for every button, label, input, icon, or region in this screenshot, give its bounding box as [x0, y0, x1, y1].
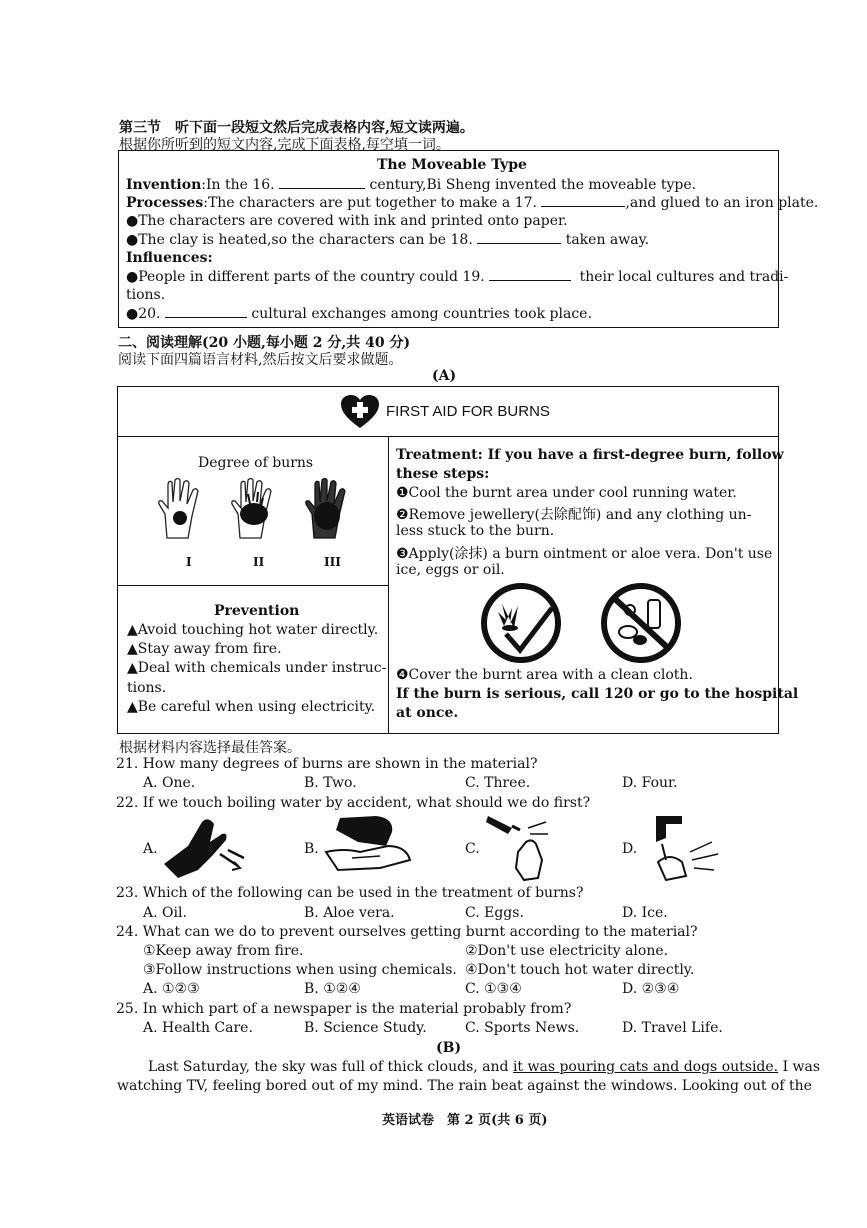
q24-option-d[interactable]: D. ②③④ [622, 981, 680, 997]
q22-option-b[interactable]: B. [304, 841, 319, 857]
treatment-step-2: ❷Remove jewellery(去除配饰) and any clothing un- [396, 507, 752, 523]
q25-stem: 25. In which part of a newspaper is the material probably from? [116, 1001, 572, 1017]
degree-title: Degree of burns [198, 455, 314, 471]
prevention-item-3-cont: tions. [127, 680, 167, 696]
prevention-item-4: ▲Be careful when using electricity. [127, 699, 376, 715]
process-ink: ●The characters are covered with ink and printed onto paper. [126, 213, 568, 229]
q21-stem: 21. How many degrees of burns are shown in the material? [116, 756, 538, 772]
section3-instruction: 根据你所听到的短文内容,完成下面表格,每空填一词。 [119, 137, 450, 153]
section-b-label: (B) [436, 1040, 462, 1056]
prevention-divider [118, 585, 388, 586]
burn-degree-1-hand-icon [155, 476, 205, 544]
prevention-title: Prevention [214, 603, 300, 619]
blank-17[interactable] [541, 194, 625, 207]
q24-option-c[interactable]: C. ①③④ [465, 981, 522, 997]
first-aid-header-divider [118, 436, 778, 437]
blank-20[interactable] [165, 305, 247, 318]
ointment-tube-icon [484, 812, 552, 888]
first-aid-column-divider [388, 436, 389, 733]
q22-option-a[interactable]: A. [143, 841, 158, 857]
aloe-check-icon [476, 582, 566, 668]
q21-option-d[interactable]: D. Four. [622, 775, 678, 791]
no-ice-eggs-oil-icon [596, 582, 686, 668]
q24-item-3: ③Follow instructions when using chemicals. [143, 962, 457, 978]
degree-label-3: III [324, 555, 341, 569]
q25-option-c[interactable]: C. Sports News. [465, 1020, 580, 1036]
q24-option-a[interactable]: A. ①②③ [143, 981, 200, 997]
table-heading: The Moveable Type [377, 157, 527, 173]
burn-degree-2-hand-icon [228, 474, 280, 544]
treatment-step-1: ❶Cool the burnt area under cool running water. [396, 485, 737, 501]
blank-19[interactable] [489, 268, 571, 281]
q22-option-c[interactable]: C. [465, 841, 480, 857]
q23-option-d[interactable]: D. Ice. [622, 905, 668, 921]
q21-option-c[interactable]: C. Three. [465, 775, 531, 791]
serious-note: If the burn is serious, call 120 or go to the hospital [396, 686, 799, 702]
hand-cooling-icon [158, 812, 248, 886]
influences-label: Influences: [126, 250, 213, 266]
section3-title: 第三节 听下面一段短文然后完成表格内容,短文读两遍。 [119, 120, 474, 136]
blank-18[interactable] [477, 231, 561, 244]
part2-instruction: 阅读下面四篇语言材料,然后按文后要求做题。 [118, 352, 403, 368]
influence-2: ●20. cultural exchanges among countries took place. [126, 306, 592, 322]
prevention-item-2: ▲Stay away from fire. [127, 641, 282, 657]
faucet-water-icon [642, 812, 724, 886]
prevention-item-3: ▲Deal with chemicals under instruc- [127, 660, 387, 676]
hands-washing-icon [322, 812, 414, 884]
idiom-underlined: it was pouring cats and dogs outside. [512, 1059, 779, 1075]
q25-option-b[interactable]: B. Science Study. [304, 1020, 427, 1036]
influence-1-cont: tions. [126, 287, 166, 303]
page-footer: 英语试卷 第 2 页(共 6 页) [382, 1113, 548, 1128]
treatment-heading-cont: these steps: [396, 466, 490, 482]
burn-degree-3-hand-icon [302, 474, 354, 544]
q25-option-a[interactable]: A. Health Care. [143, 1020, 253, 1036]
q24-stem: 24. What can we do to prevent ourselves getting burnt according to the material? [116, 924, 698, 940]
q23-stem: 23. Which of the following can be used in the treatment of burns? [116, 885, 584, 901]
q24-option-b[interactable]: B. ①②④ [304, 981, 361, 997]
section-b-line-2: watching TV, feeling bored out of my mind. The rain beat against the windows. Looking out of the [117, 1078, 812, 1094]
heart-cross-icon [340, 394, 380, 434]
q21-option-b[interactable]: B. Two. [304, 775, 357, 791]
invention-row: Invention:In the 16. century,Bi Sheng invented the moveable type. [126, 177, 697, 193]
influence-1: ●People in different parts of the country could 19. their local cultures and tradi- [126, 269, 789, 285]
processes-row: Processes:The characters are put together to make a 17. ,and glued to an iron plate. [126, 195, 819, 211]
treatment-heading: Treatment: If you have a first-degree burn, follow [396, 447, 784, 463]
treatment-step-2-cont: less stuck to the burn. [396, 523, 555, 539]
q22-stem: 22. If we touch boiling water by accident, what should we do first? [116, 795, 591, 811]
q24-item-4: ④Don't touch hot water directly. [465, 962, 695, 978]
q24-item-1: ①Keep away from fire. [143, 943, 304, 959]
section-a-label: (A) [432, 368, 457, 384]
q22-option-d[interactable]: D. [622, 841, 638, 857]
q21-option-a[interactable]: A. One. [143, 775, 196, 791]
blank-16[interactable] [279, 176, 365, 189]
prevention-item-1: ▲Avoid touching hot water directly. [127, 622, 379, 638]
treatment-step-3: ❸Apply(涂抹) a burn ointment or aloe vera. Don't use [396, 546, 773, 562]
process-clay: ●The clay is heated,so the characters can be 18. taken away. [126, 232, 650, 248]
degree-label-2: II [253, 555, 265, 569]
part2-title: 二、阅读理解(20 小题,每小题 2 分,共 40 分) [118, 335, 411, 351]
section-b-line-1: Last Saturday, the sky was full of thick clouds, and it was pouring cats and dogs outside. I was [148, 1059, 821, 1075]
q23-option-b[interactable]: B. Aloe vera. [304, 905, 395, 921]
treatment-step-4: ❹Cover the burnt area with a clean cloth. [396, 667, 693, 683]
serious-note-cont: at once. [396, 705, 459, 721]
questions-intro: 根据材料内容选择最佳答案。 [119, 740, 301, 756]
q23-option-c[interactable]: C. Eggs. [465, 905, 524, 921]
first-aid-title: FIRST AID FOR BURNS [386, 403, 550, 420]
treatment-step-3-cont: ice, eggs or oil. [396, 562, 505, 578]
q24-item-2: ②Don't use electricity alone. [465, 943, 669, 959]
q23-option-a[interactable]: A. Oil. [143, 905, 187, 921]
q25-option-d[interactable]: D. Travel Life. [622, 1020, 723, 1036]
degree-label-1: I [186, 555, 192, 569]
